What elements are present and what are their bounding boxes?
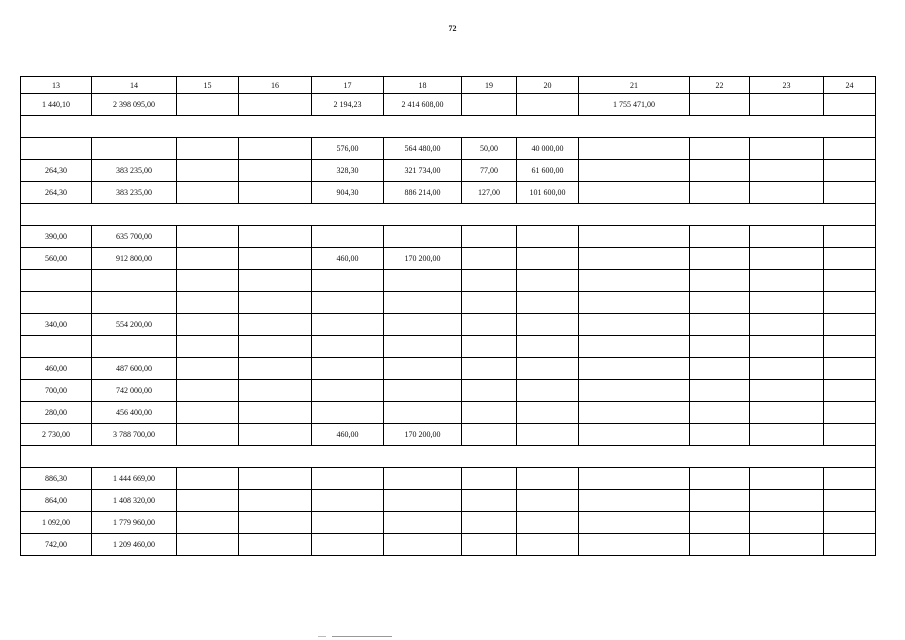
table-cell — [517, 512, 579, 534]
table-cell — [384, 270, 462, 292]
table-cell — [750, 94, 824, 116]
table-cell — [824, 336, 876, 358]
table-cell — [579, 468, 690, 490]
table-row — [21, 314, 876, 336]
table-cell — [312, 270, 384, 292]
table-cell — [517, 380, 579, 402]
column-header: 13 — [21, 77, 92, 94]
table-cell — [21, 138, 92, 160]
table-cell — [750, 336, 824, 358]
table-row — [21, 292, 876, 314]
table-cell — [462, 490, 517, 512]
table-cell: 886 214,00 — [384, 182, 462, 204]
table-cell — [177, 336, 239, 358]
table-cell — [239, 292, 312, 314]
table-cell — [824, 270, 876, 292]
table-cell — [690, 512, 750, 534]
table-cell — [177, 94, 239, 116]
table-cell: 1 755 471,00 — [579, 94, 690, 116]
table-cell — [517, 270, 579, 292]
table-cell — [690, 402, 750, 424]
table-cell: 742 000,00 — [92, 380, 177, 402]
table-cell: 460,00 — [312, 424, 384, 446]
table-cell: 564 480,00 — [384, 138, 462, 160]
table-cell — [690, 314, 750, 336]
table-cell — [177, 182, 239, 204]
table-cell — [177, 512, 239, 534]
table-cell — [579, 182, 690, 204]
table-cell — [177, 248, 239, 270]
table-cell — [579, 490, 690, 512]
table-cell: 1 444 669,00 — [92, 468, 177, 490]
table-cell — [462, 402, 517, 424]
table-cell — [579, 534, 690, 556]
table-cell: 170 200,00 — [384, 248, 462, 270]
section-separator-row — [21, 204, 876, 226]
table-cell — [690, 490, 750, 512]
table-cell — [824, 314, 876, 336]
table-cell — [824, 402, 876, 424]
table-body — [21, 77, 876, 556]
table-row — [21, 182, 876, 204]
table-cell — [239, 138, 312, 160]
table-cell — [312, 490, 384, 512]
table-cell — [384, 402, 462, 424]
table-cell — [384, 314, 462, 336]
table-cell — [312, 226, 384, 248]
table-cell — [462, 358, 517, 380]
table-cell — [92, 270, 177, 292]
column-header: 14 — [92, 77, 177, 94]
table-cell — [239, 468, 312, 490]
table-cell: 742,00 — [21, 534, 92, 556]
table-cell — [690, 138, 750, 160]
table-cell: 340,00 — [21, 314, 92, 336]
table-cell: 2 194,23 — [312, 94, 384, 116]
table-cell: 321 734,00 — [384, 160, 462, 182]
table-cell — [384, 468, 462, 490]
table-cell — [750, 380, 824, 402]
table-cell — [750, 490, 824, 512]
table-cell — [177, 380, 239, 402]
table-cell — [750, 248, 824, 270]
table-cell — [239, 270, 312, 292]
column-header: 20 — [517, 77, 579, 94]
table-cell — [690, 358, 750, 380]
table-cell — [239, 182, 312, 204]
table-cell: 456 400,00 — [92, 402, 177, 424]
table-cell — [177, 314, 239, 336]
table-cell: 328,30 — [312, 160, 384, 182]
table-cell — [92, 138, 177, 160]
table-cell — [750, 226, 824, 248]
column-header: 24 — [824, 77, 876, 94]
table-cell — [177, 292, 239, 314]
table-cell: 383 235,00 — [92, 182, 177, 204]
scan-mark — [318, 636, 326, 637]
table-cell — [750, 182, 824, 204]
table-cell: 460,00 — [312, 248, 384, 270]
table-cell — [384, 292, 462, 314]
table-cell — [824, 248, 876, 270]
table-cell — [462, 336, 517, 358]
table-cell: 864,00 — [21, 490, 92, 512]
table-cell — [239, 336, 312, 358]
section-separator-cell — [21, 446, 876, 468]
table-cell: 1 092,00 — [21, 512, 92, 534]
table-cell — [177, 160, 239, 182]
table-cell — [824, 534, 876, 556]
table-cell — [517, 94, 579, 116]
table-cell — [824, 424, 876, 446]
table-cell: 1 779 960,00 — [92, 512, 177, 534]
table-cell — [517, 534, 579, 556]
table-cell — [579, 424, 690, 446]
section-separator-row — [21, 446, 876, 468]
table-cell: 460,00 — [21, 358, 92, 380]
table-row — [21, 226, 876, 248]
table-cell: 1 440,10 — [21, 94, 92, 116]
column-header: 19 — [462, 77, 517, 94]
page-number: 72 — [448, 24, 457, 33]
table-cell: 280,00 — [21, 402, 92, 424]
table-cell: 576,00 — [312, 138, 384, 160]
table-row — [21, 512, 876, 534]
table-cell — [517, 248, 579, 270]
table-cell — [239, 490, 312, 512]
table-cell — [517, 490, 579, 512]
table-cell — [579, 270, 690, 292]
table-cell: 1 209 460,00 — [92, 534, 177, 556]
table-cell — [462, 512, 517, 534]
table-cell: 383 235,00 — [92, 160, 177, 182]
table-cell: 904,30 — [312, 182, 384, 204]
table-cell: 2 398 095,00 — [92, 94, 177, 116]
table-cell — [750, 358, 824, 380]
table-cell — [312, 336, 384, 358]
table-cell — [579, 160, 690, 182]
table-cell: 3 788 700,00 — [92, 424, 177, 446]
table-row — [21, 468, 876, 490]
table-cell — [690, 94, 750, 116]
table-cell: 487 600,00 — [92, 358, 177, 380]
table-row — [21, 380, 876, 402]
table-cell — [824, 226, 876, 248]
table-cell — [517, 358, 579, 380]
column-header: 15 — [177, 77, 239, 94]
table-cell — [750, 138, 824, 160]
table-cell — [462, 270, 517, 292]
table-cell — [384, 226, 462, 248]
table-cell — [824, 292, 876, 314]
table-cell — [517, 292, 579, 314]
table-cell — [239, 160, 312, 182]
column-header: 16 — [239, 77, 312, 94]
table-cell — [517, 402, 579, 424]
header-row — [21, 77, 876, 94]
table-cell — [579, 292, 690, 314]
table-cell — [690, 380, 750, 402]
table-row — [21, 160, 876, 182]
table-cell: 50,00 — [462, 138, 517, 160]
column-header: 17 — [312, 77, 384, 94]
table-cell — [312, 314, 384, 336]
table-cell — [462, 292, 517, 314]
table-cell — [690, 270, 750, 292]
table-cell — [462, 424, 517, 446]
table-cell — [750, 512, 824, 534]
table-cell — [579, 314, 690, 336]
column-header: 22 — [690, 77, 750, 94]
table-cell — [690, 226, 750, 248]
table-cell — [824, 94, 876, 116]
table-cell — [177, 534, 239, 556]
table-cell — [239, 248, 312, 270]
table-row — [21, 270, 876, 292]
table-cell — [517, 226, 579, 248]
table-cell — [312, 468, 384, 490]
table-cell — [579, 226, 690, 248]
table-cell — [312, 380, 384, 402]
section-separator-row — [21, 116, 876, 138]
table-cell — [690, 468, 750, 490]
table-cell — [312, 358, 384, 380]
table-cell: 390,00 — [21, 226, 92, 248]
table-cell — [750, 292, 824, 314]
table-cell — [312, 534, 384, 556]
table-cell — [239, 424, 312, 446]
table-cell — [239, 534, 312, 556]
table-cell — [824, 468, 876, 490]
table-cell — [92, 292, 177, 314]
data-table — [20, 76, 876, 556]
table-cell — [824, 138, 876, 160]
table-cell — [579, 248, 690, 270]
table-cell — [312, 402, 384, 424]
table-row — [21, 358, 876, 380]
table-cell: 635 700,00 — [92, 226, 177, 248]
table-cell — [462, 534, 517, 556]
table-cell: 101 600,00 — [517, 182, 579, 204]
table-cell — [579, 402, 690, 424]
table-cell — [384, 490, 462, 512]
column-header: 23 — [750, 77, 824, 94]
table-cell — [750, 424, 824, 446]
table-cell — [462, 468, 517, 490]
table-cell — [384, 512, 462, 534]
table-cell — [750, 160, 824, 182]
table-cell — [517, 424, 579, 446]
table-cell — [462, 314, 517, 336]
table-cell — [177, 270, 239, 292]
table-cell: 912 800,00 — [92, 248, 177, 270]
table-cell — [239, 402, 312, 424]
table-cell — [384, 336, 462, 358]
table-cell — [579, 512, 690, 534]
table-cell — [824, 512, 876, 534]
table-row — [21, 336, 876, 358]
table-cell — [517, 468, 579, 490]
table-cell — [312, 292, 384, 314]
table-cell: 264,30 — [21, 160, 92, 182]
table-cell — [690, 160, 750, 182]
table-cell: 264,30 — [21, 182, 92, 204]
table-row — [21, 424, 876, 446]
table-cell — [690, 182, 750, 204]
section-separator-cell — [21, 116, 876, 138]
table-cell — [824, 160, 876, 182]
table-row — [21, 402, 876, 424]
table-cell: 61 600,00 — [517, 160, 579, 182]
table-cell — [750, 534, 824, 556]
table-cell — [824, 358, 876, 380]
table-cell — [462, 94, 517, 116]
table-cell — [177, 402, 239, 424]
table-cell — [517, 314, 579, 336]
table-cell: 2 730,00 — [21, 424, 92, 446]
table-cell — [21, 292, 92, 314]
table-cell — [690, 424, 750, 446]
table-row — [21, 534, 876, 556]
table-cell: 560,00 — [21, 248, 92, 270]
table-cell — [690, 292, 750, 314]
table-cell: 40 000,00 — [517, 138, 579, 160]
table-cell — [579, 380, 690, 402]
table-row — [21, 138, 876, 160]
table-cell — [750, 402, 824, 424]
table-row — [21, 94, 876, 116]
table-cell — [517, 336, 579, 358]
table-cell — [690, 336, 750, 358]
table-cell — [177, 358, 239, 380]
table-cell — [690, 248, 750, 270]
table-cell: 1 408 320,00 — [92, 490, 177, 512]
table-cell — [239, 380, 312, 402]
table-cell: 886,30 — [21, 468, 92, 490]
table-row — [21, 248, 876, 270]
table-cell — [384, 534, 462, 556]
table-cell — [21, 336, 92, 358]
table-cell: 127,00 — [462, 182, 517, 204]
table-cell — [824, 182, 876, 204]
table-cell — [824, 380, 876, 402]
table-cell — [384, 380, 462, 402]
table-cell — [92, 336, 177, 358]
table-cell — [690, 534, 750, 556]
table-cell — [177, 490, 239, 512]
table-cell — [462, 226, 517, 248]
column-header: 18 — [384, 77, 462, 94]
table-cell — [239, 226, 312, 248]
table-cell — [579, 358, 690, 380]
table-cell — [312, 512, 384, 534]
table-cell — [177, 226, 239, 248]
table-cell — [750, 314, 824, 336]
table-cell — [824, 490, 876, 512]
table-cell — [177, 468, 239, 490]
table-cell — [21, 270, 92, 292]
table-cell: 170 200,00 — [384, 424, 462, 446]
column-header: 21 — [579, 77, 690, 94]
scan-mark — [332, 636, 392, 637]
table-cell — [462, 248, 517, 270]
table-cell — [384, 358, 462, 380]
table-cell — [579, 138, 690, 160]
table-cell — [239, 512, 312, 534]
table-cell — [239, 358, 312, 380]
table-cell: 77,00 — [462, 160, 517, 182]
table-cell — [177, 424, 239, 446]
table-cell — [239, 94, 312, 116]
section-separator-cell — [21, 204, 876, 226]
table-cell — [750, 468, 824, 490]
table-cell: 554 200,00 — [92, 314, 177, 336]
table-row — [21, 490, 876, 512]
table-cell — [579, 336, 690, 358]
table-cell — [239, 314, 312, 336]
table-cell — [462, 380, 517, 402]
table-cell — [177, 138, 239, 160]
table-cell: 2 414 608,00 — [384, 94, 462, 116]
table-cell: 700,00 — [21, 380, 92, 402]
table-cell — [750, 270, 824, 292]
